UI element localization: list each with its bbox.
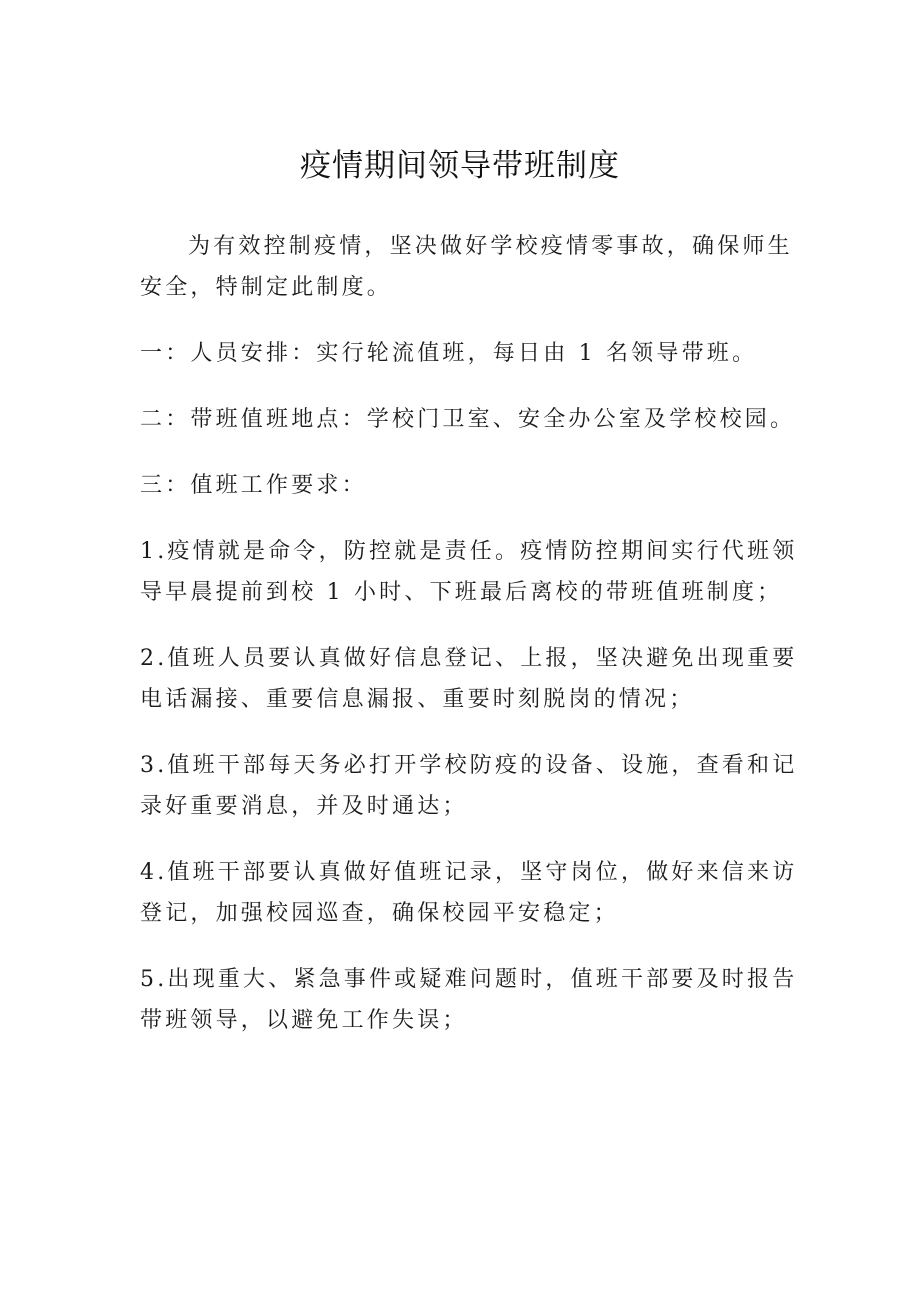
paragraph-intro [140, 226, 793, 308]
paragraph-line: 二：带班值班地点：学校门卫室、安全办公室及学校校园。 [140, 407, 796, 432]
paragraph-item-5 [140, 959, 798, 1041]
paragraph-line: 2.值班人员要认真做好信息登记、上报，坚决避免出现重要 [140, 646, 798, 671]
paragraph-line: 3.值班干部每天务必打开学校防疫的设备、设施，查看和记 [140, 753, 798, 778]
paragraph-staffing [140, 333, 782, 374]
paragraph-line: 电话漏接、重要信息漏报、重要时刻脱岗的情况； [140, 687, 695, 712]
paragraph-line: 安全，特制定此制度。 [140, 275, 393, 300]
paragraph-line: 1.疫情就是命令，防控就是责任。疫情防控期间实行代班领 [140, 539, 798, 564]
document-body [140, 226, 798, 1066]
paragraph-line: 录好重要消息，并及时通达； [140, 794, 468, 819]
paragraph-line: 5.出现重大、紧急事件或疑难问题时，值班干部要及时报告 [140, 967, 798, 992]
paragraph-line: 登记，加强校园巡查，确保校园平安稳定； [140, 901, 619, 926]
paragraph-item-3 [140, 745, 798, 827]
paragraph-line: 一：人员安排：实行轮流值班，每日由 1 名领导带班。 [140, 341, 758, 366]
paragraph-item-4 [140, 852, 798, 934]
paragraph-line: 4.值班干部要认真做好值班记录，坚守岗位，做好来信来访 [140, 860, 798, 885]
paragraph-line: 为有效控制疫情，坚决做好学校疫情零事故，确保师生 [188, 234, 793, 259]
paragraph-item-1 [140, 531, 798, 613]
paragraph-location [140, 399, 796, 440]
document-title: 疫情期间领导带班制度 [300, 148, 620, 184]
paragraph-line: 导早晨提前到校 1 小时、下班最后离校的带班值班制度； [140, 580, 783, 605]
paragraph-line: 三：值班工作要求： [140, 473, 367, 498]
paragraph-line: 带班领导，以避免工作失误； [140, 1008, 468, 1033]
paragraph-requirements-heading [140, 465, 782, 506]
paragraph-item-2 [140, 638, 798, 720]
